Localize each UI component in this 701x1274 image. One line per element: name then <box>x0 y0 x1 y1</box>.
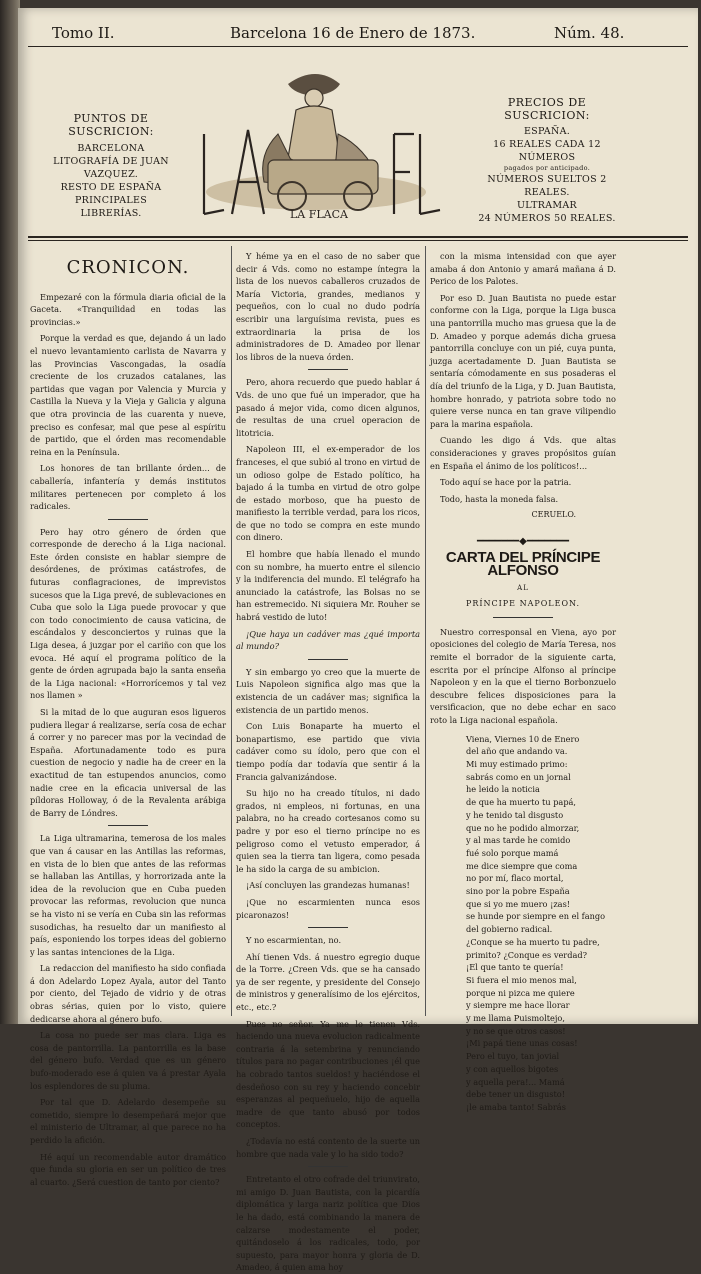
poem-line: y me llama Puismoltejo, <box>466 1013 565 1024</box>
header-bottom-rule-thin <box>28 240 688 241</box>
paragraph: Napoleon III, el ex-emperador de los franceses, el que subió al trono en virtud de un odioso golpe de Estado político, ha bajado á la tumba en virtud de otro golpe de estado morboso, que ha puesto de manifiesto la terrible verdad, para los ricos, de que no todo se compra en este mundo con dinero. <box>236 444 420 543</box>
newspaper-page <box>18 8 698 1273</box>
paragraph: La redaccion del manifiesto ha sido confiada á don Adelardo Lopez Ayala, autor del Tanto por ciento, del Tejado de vidrio y de otras obras sérias, quien por lo visto, quiere dedicarse ahora al género bufo. <box>30 963 226 1024</box>
poem-line: sino por la pobre España <box>466 886 570 897</box>
column-rule <box>231 246 232 1016</box>
column-rule <box>425 246 426 1016</box>
section-divider <box>308 659 348 660</box>
paragraph: Hé aquí un recomendable autor dramático que funda su gloria en ser un político de tres al cuarto. ¿Será cuestion de tanto por ciento? <box>30 1151 226 1187</box>
paragraph: ¡Así concluyen las grandezas humanas! <box>246 880 410 891</box>
sub-line: LITOGRAFÍA DE JUAN VAZQUEZ. <box>53 156 169 180</box>
column-cronicon <box>30 244 226 1187</box>
price-line: ESPAÑA. <box>523 126 571 137</box>
place-date: Barcelona 16 de Enero de 1873. <box>230 24 476 42</box>
poem-line: y con aquellos bigotes <box>466 1063 559 1074</box>
poem-line: ¡le amaba tanto! Sabrás <box>466 1101 566 1112</box>
header-bottom-rule <box>28 236 688 238</box>
paragraph: ¡Que haya un cadáver mas ¿qué importa al mundo? <box>236 628 420 652</box>
paragraph: Pero, ahora recuerdo que puedo hablar á Vds. de uno que fué un imperador, que ha pasado á mejor vida, como dicen algunos, de resultas de una cruel operacion de litotricia. <box>236 377 420 438</box>
paragraph: Empezaré con la fórmula diaria oficial de la Gaceta. «Tranquilidad en todas las provincias.» <box>30 291 226 327</box>
poem-line: he leido la noticia <box>466 784 540 795</box>
poem-line: de que ha muerto tu papá, <box>466 797 577 808</box>
paragraph: Y héme ya en el caso de no saber que decir á Vds. como no estampe íntegra la lista de los nuevos caballeros cruzados de María Victoria, grandes, medianos y pequeños, con lo cual no dudo podría escribir una larguísima revista, pues es extraordinaria la prisa de los administradores de D. Amadeo por llenar los libros de la nueva órden. <box>236 251 420 362</box>
section-divider <box>108 825 148 826</box>
paragraph: Todo aquí se hace por la patria. <box>440 477 572 488</box>
paragraph: El hombre que había llenado el mundo con su nombre, ha muerto entre el silencio y la indiferencia del mundo. El telégrafo ha anunciado la catástrofe, las Bolsas no se han estremecido. Ni siquiera Mr. Rouher se habrá vestido de luto! <box>236 549 420 623</box>
paragraph: La cosa no puede ser mas clara. Liga es cosa de pantorrilla. La pantorrilla es la base del género bufo. Verdad que es un género bufo-moderado ese á quien va á prestar Ayala los esplendores de su pluma. <box>30 1030 226 1091</box>
poem-line: y no se que otros casos! <box>466 1025 566 1036</box>
poem-line: y aquella pera!... Mamá <box>466 1076 565 1087</box>
poem-line: no por mí, flaco mortal, <box>466 873 564 884</box>
paragraph: ¿Todavía no está contento de la suerte un hombre que nada vale y lo ha sido todo? <box>236 1136 420 1159</box>
sub-line: RESTO DE ESPAÑA <box>60 182 162 193</box>
poem-line: Mi muy estimado primo: <box>466 759 568 769</box>
paragraph: Cuando les digo á Vds. que altas consideraciones y graves propósitos guían en España el ánimo de los políticos!... <box>430 435 616 471</box>
paragraph: Pues no señor. Ya me lo tienen Vds. haciendo una nueva evolucion radicalmente contraria á la setembrina y renunciando títulos para no pagar contribuciones ¡él que ha cobrado tantos sueldos! y haciéndose el desdeñoso con su rey y haciendo concebir esperanzas al pequeñuelo, hijo de aquella madre de que tanto abusó por todos conceptos. <box>236 1018 420 1130</box>
poem-line: ¡Mi papá tiene unas cosas! <box>466 1038 578 1049</box>
poem-line: primito? ¿Conque es verdad? <box>466 949 587 960</box>
paragraph: Y no escarmientan, no. <box>246 935 342 946</box>
sub-line: PRINCIPALES LIBRERÍAS. <box>74 195 148 219</box>
price-line: ULTRAMAR <box>516 200 578 211</box>
poem-line: Pero el tuyo, tan jovial <box>466 1051 560 1062</box>
book-binding <box>0 0 20 1024</box>
paragraph: Por tal que D. Adelardo desempeñe su cometido, siempre lo desempeñará mejor que el ministerio de Ultramar, al que parece no ha perdido la afición. <box>30 1097 226 1145</box>
poem-line: porque ni pizca me quiere <box>466 987 575 998</box>
section-divider <box>308 927 348 928</box>
poem-line: ¡El que tanto te quería! <box>466 962 564 973</box>
paragraph: Porque la verdad es que, dejando á un lado el nuevo levantamiento carlista de Navarra y las Provincias Vascongadas, la osadía creciente de los cruzados catalanes, las partidas que vagan por Valencia y Murcia y Castilla la Nueva y la Vieja y Galicia y alguna que otra provincia de las cuarenta y nueve, preciso es confesar, mal que pese al espíritu de partido, que el órden mas recomendable reina en la Península. <box>30 333 226 457</box>
poem-line: del año que andando va. <box>466 746 568 757</box>
section-divider <box>308 369 348 370</box>
poem-line: debe tener un disgusto! <box>466 1089 565 1100</box>
poem-line: y he tenido tal disgusto <box>466 809 564 820</box>
paragraph: Los honores de tan brillante órden... de caballería, infantería y demás institutos militares pertenecen por completo á los radicales. <box>30 463 226 512</box>
issue-number: Núm. 48. <box>554 24 625 42</box>
paragraph: Su hijo no ha creado títulos, ni dado grados, ni empleos, ni fortunas, en una palabra, no ha creado cortesanos como su padre y por eso el tierno príncipe no es peligroso como el vetusto emperador, á quien sea la tierra tan ligera, como pesada le ha sido la carga de su ambicion. <box>236 788 420 874</box>
carta-al: AL <box>517 583 529 592</box>
paragraph: Nuestro corresponsal en Viena, ayo por oposiciones del colegio de María Teresa, nos remite el borrador de la siguiente carta, escrita por el príncipe Alfonso al príncipe Napoleon y en la que el tierno Borbonzuelo descubre felices disposiciones para la versificacion, que no debe echar en saco roto la Liga nacional española. <box>430 626 616 725</box>
sub-line: BARCELONA <box>77 143 145 154</box>
paragraph: ¡Que no escarmienten nunca esos picaronazos! <box>236 896 420 920</box>
paragraph: Si la mitad de lo que auguran esos ligueros pudiera llegar á realizarse, sería cosa de echar á correr y no parecer mas por la vecindad de España. Afortunadamente todo es pura cuestion de negocio y nadie ha de creer en la exactitud de tan estupendos anuncios, como nadie cree en la eficacia universal de las píldoras Holloway, ó de la Revalenta arábiga de Barry de Lóndres. <box>30 707 226 818</box>
poem-line: Si fuera el mio menos mal, <box>466 974 577 985</box>
prices-title: PRECIOS DE SUSCRICION: <box>504 96 590 122</box>
suscricion-points <box>46 112 176 220</box>
price-line: 16 REALES CADA 12 NÚMEROS <box>493 139 601 163</box>
paragraph: Ahí tienen Vds. á nuestro egregio duque de la Torre. ¿Creen Vds. que se ha cansado ya de ser regente, y presidente del Consejo de ministros y generalísimo de los ejércitos, etc., etc.? <box>236 951 420 1013</box>
cronicon-heading: CRONICON. <box>66 257 190 278</box>
paragraph: La Liga ultramarina, temerosa de los males que van á causar en las Antillas las reformas, en vista de lo bien que antes de las reformas se hallaban las Antillas, y horrorizada ante la idea de la revolucion que en Cuba pueden provocar las reformas, revolucion que nunca se ha visto ni se vería en Cuba sin las reformas susodichas, ha resuelto dar un manifiesto al país, esponiendo los torpes ideas del gobierno y las santas intenciones de la Liga. <box>30 833 226 957</box>
poem-line: que no he podido almorzar, <box>466 822 580 833</box>
column-right <box>430 250 616 1112</box>
ornament-divider: ━━━━━━━◆━━━━━━━ <box>477 535 569 547</box>
tomo-label: Tomo II. <box>52 24 115 42</box>
price-line: pagados por anticipado. <box>503 164 591 172</box>
poem-line: Viena, Viernes 10 de Enero <box>466 733 580 744</box>
poem-line: me dice siempre que coma <box>466 860 578 871</box>
paragraph: Todo, hasta la moneda falsa. <box>440 493 559 504</box>
paragraph: Por eso D. Juan Bautista no puede estar conforme con la Liga, porque la Liga busca una pantorrilla mucho mas gruesa que la de D. Amadeo y porque además dicha gruesa pantorrilla concluye con un pié, cuya punta, juzga acertadamente D. Juan Bautista se sentaría cómodamente en sus posaderas el día del triunfo de la Liga, y D. Juan Bautista, hombre honrado, y patriota sobre todo no quiere verse nunca en tan grave vilipendio para la marina española. <box>430 292 616 429</box>
poem-line: ¿Conque se ha muerto tu padre, <box>466 936 600 947</box>
paragraph: Con Luis Bonaparte ha muerto el bonapartismo, ese partido que vivia cadáver como su ídolo, pero que con el tiempo podía dar todavía que sentir á la Francia galvanizándose. <box>236 721 420 782</box>
section-divider <box>308 1166 348 1167</box>
column-middle <box>236 250 420 1273</box>
poem <box>466 733 616 1114</box>
section-divider <box>493 617 553 618</box>
suscricion-points-title: PUNTOS DE SUSCRICION: <box>68 112 154 138</box>
price-line: 24 NÚMEROS 50 REALES. <box>478 213 616 224</box>
masthead <box>18 8 698 44</box>
price-line: NÚMEROS SUELTOS 2 REALES. <box>487 174 607 198</box>
carta-title: CARTA DEL PRÍNCIPE ALFONSO <box>445 549 601 580</box>
signature: CERUELO. <box>531 510 576 520</box>
poem-line: del gobierno radical. <box>466 924 553 935</box>
poem-line: que si yo me muero ¡zas! <box>466 898 571 909</box>
paragraph: con la misma intensidad con que ayer amaba á don Antonio y amará mañana á D. Perico de los Palotes. <box>430 251 616 287</box>
poem-line: se hunde por siempre en el fango <box>466 911 606 922</box>
poem-line: sabrás como en un jornal <box>466 771 571 782</box>
poem-line: y al mas tarde he comido <box>466 835 571 846</box>
carta-principe: PRÍNCIPE NAPOLEON. <box>465 599 581 609</box>
poem-line: fué solo porque mamá <box>466 847 559 858</box>
paragraph: Entretanto el otro cofrade del triunvirato, mi amigo D. Juan Bautista, con la picardía diplomática y larga nariz política que Dios le ha dado, está combinando la manera de calzarse modestamente el poder, quitándoselo á los radicales, todo, por supuesto, para mayor honra y gloria de D. Amadeo, á quien ama hoy <box>236 1174 420 1273</box>
la-flaca-logo <box>188 64 450 224</box>
masthead-rule <box>28 46 688 47</box>
paragraph: Y sin embargo yo creo que la muerte de Luis Napoleon significa algo mas que la existencia de un cadáver mas; significa la existencia de un partido menos. <box>236 666 420 715</box>
poem-line: y siempre me hace llorar <box>466 1000 570 1011</box>
paragraph: Pero hay otro género de órden que corresponde de derecho á la Liga nacional. Este órden consiste en hablar siempre de desórdenes, de próximas catástrofes, de futuras conflagraciones, de imprevistos sucesos que la Liga prevé, de sublevaciones en Cuba que solo la Liga puede provocar y que con todo conocimiento de causa vaticina, de escándalos y desconciertos y ruinas que la Liga desea, á juzgar por el cariño con que los evoca. Hé aquí el programa político de la gente de órden agrupada bajo la santa enseña de la Liga nacional: «Horrorícemos y tal vez nos llamen » <box>30 526 226 701</box>
logo-text: LA FLACA <box>290 208 348 221</box>
section-divider <box>108 519 148 520</box>
suscricion-prices <box>472 96 622 225</box>
